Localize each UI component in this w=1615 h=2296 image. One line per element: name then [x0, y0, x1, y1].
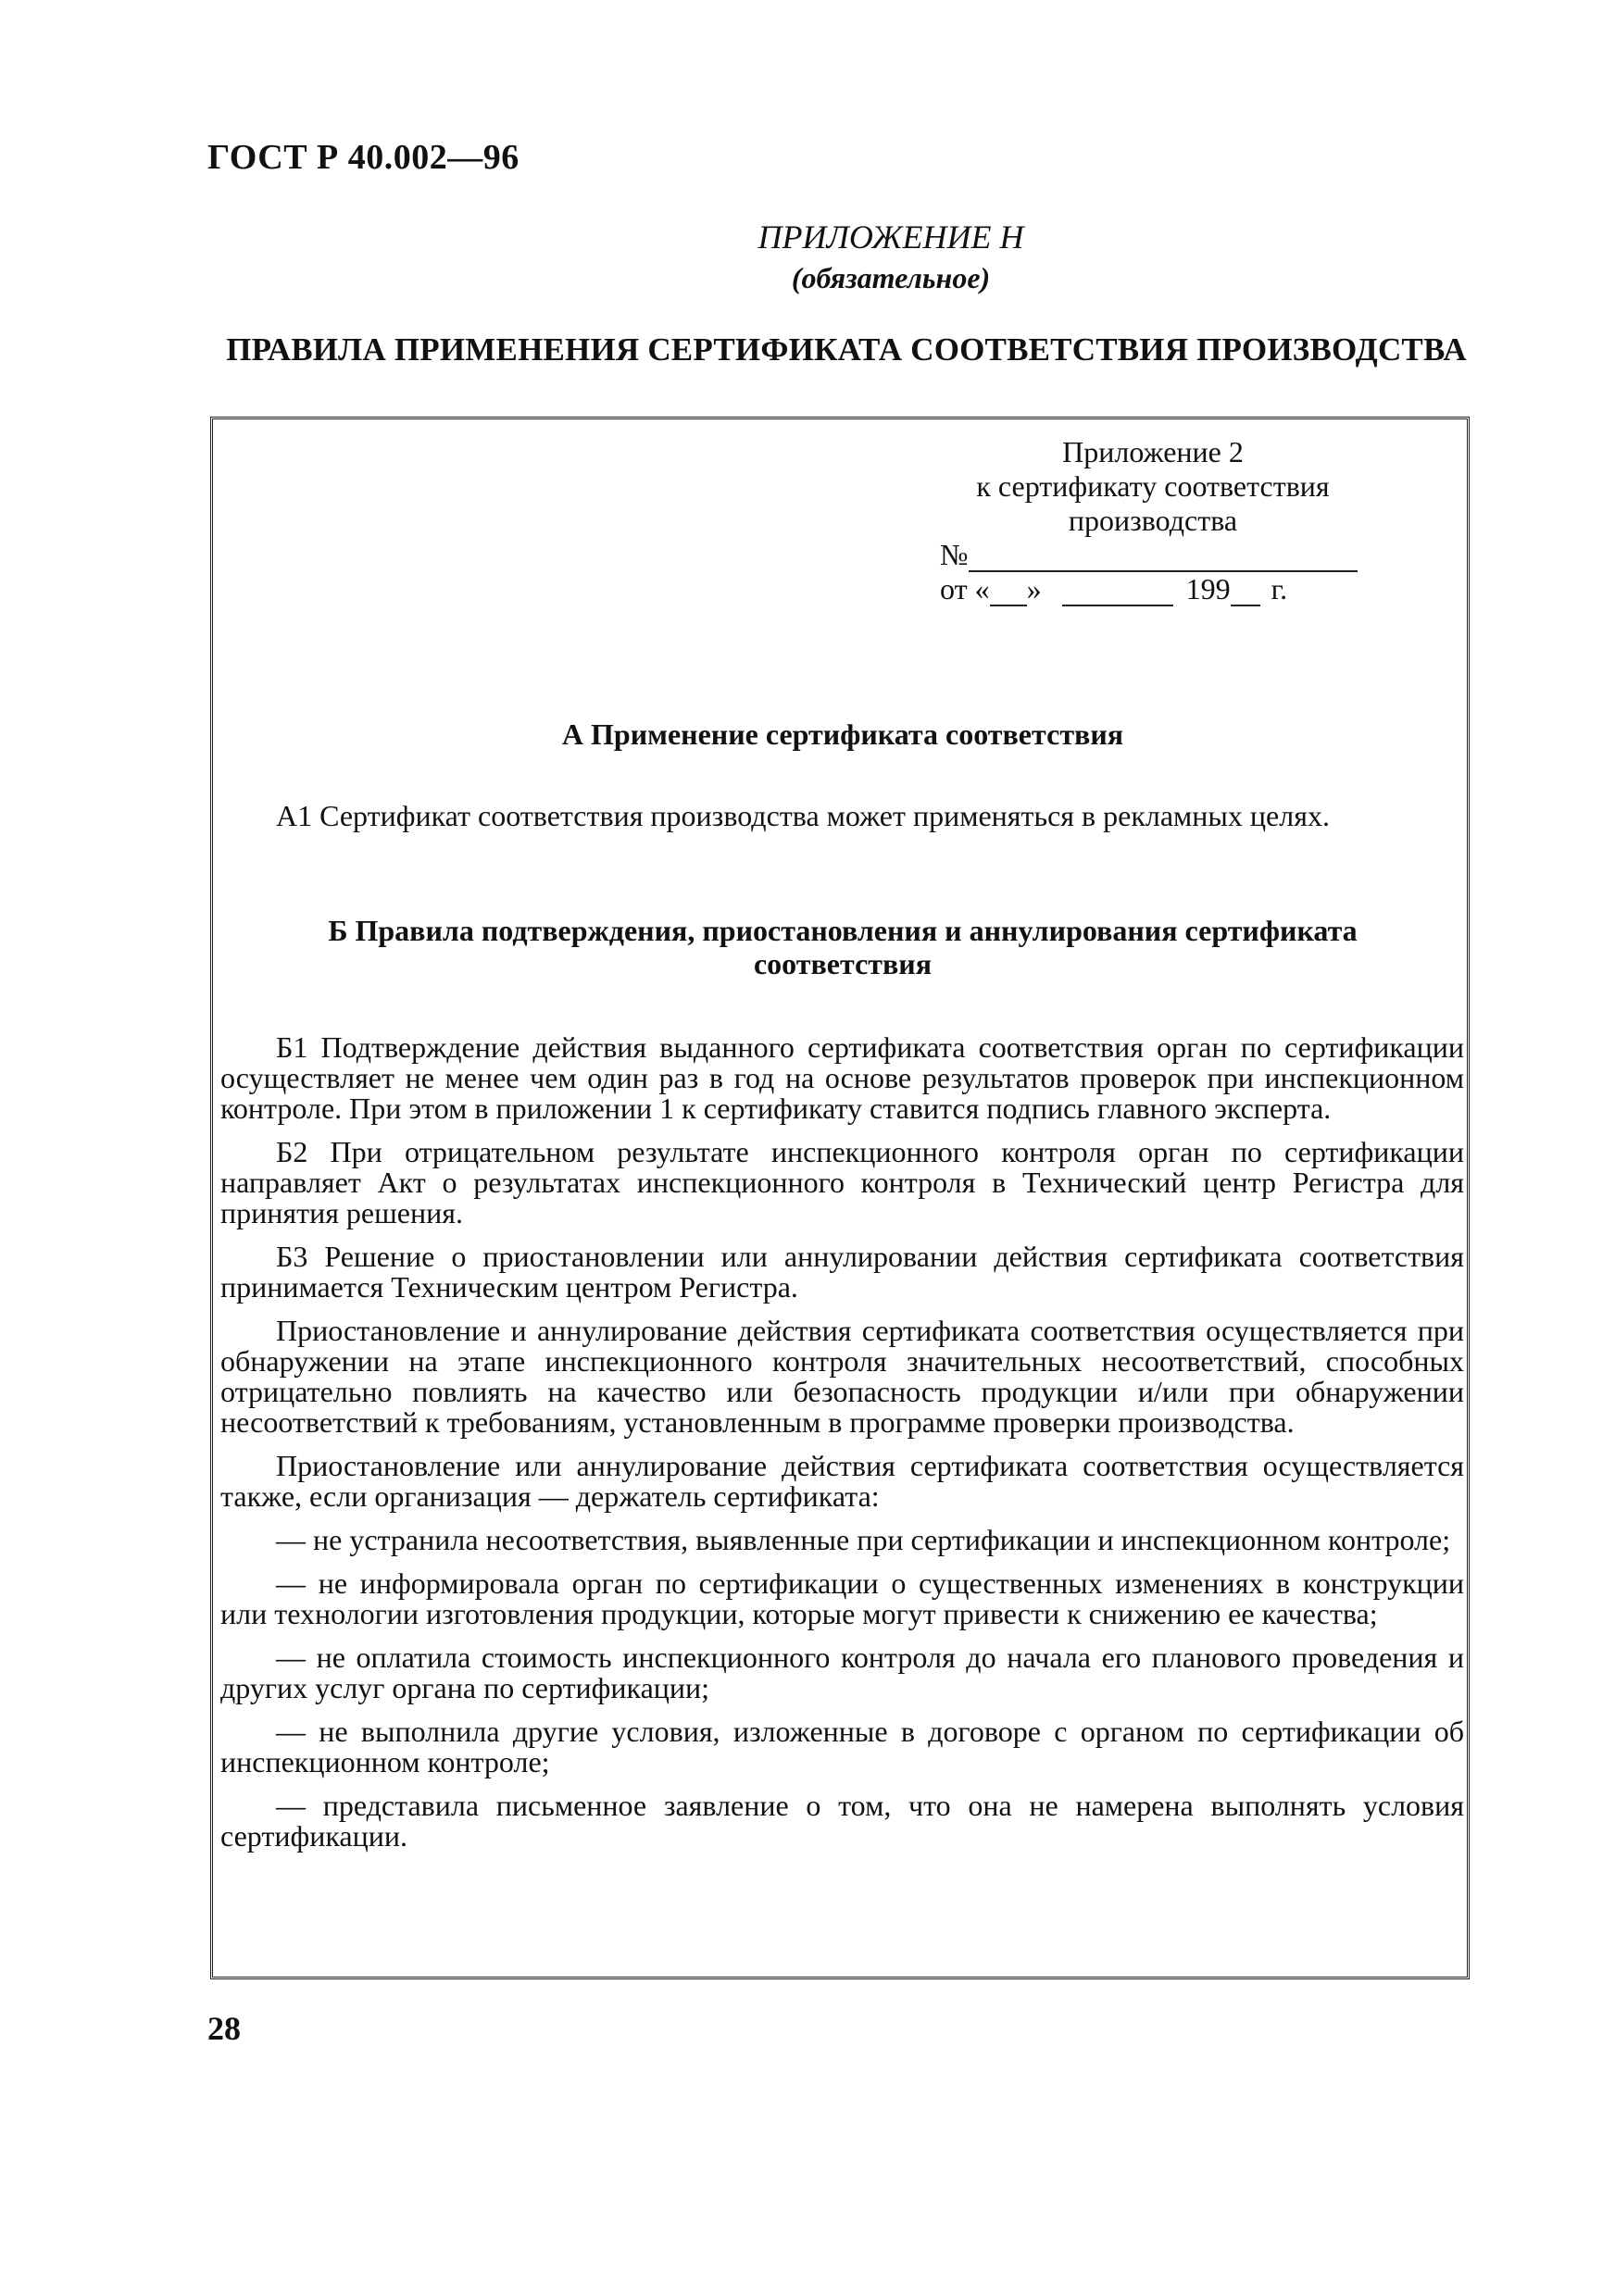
section-a-body: [220, 801, 1464, 844]
list-item: — не информировала орган по сертификации о существенных изменениях в конструкции или технологии изготовления продукции, которые могут привести к снижению ее качества;: [220, 1566, 1464, 1630]
document-code: ГОСТ Р 40.002—96: [207, 138, 520, 177]
month-blank: [1062, 579, 1173, 606]
number-blank: [969, 544, 1358, 572]
attachment-line-2: к сертификату соответствия: [976, 469, 1330, 503]
section-a-heading: А Применение сертификата соответствия: [561, 718, 1124, 751]
year-label: 199: [1185, 572, 1231, 605]
year-suffix: г.: [1271, 572, 1288, 605]
attachment-line-3: производства: [1068, 504, 1238, 537]
page-title: ПРАВИЛА ПРИМЕНЕНИЯ СЕРТИФИКАТА СООТВЕТСТВИЯ ПРОИЗВОДСТВА: [226, 331, 1467, 368]
paragraph-a1: А1 Сертификат соответствия производства может применяться в рекламных целях.: [276, 799, 1330, 832]
list-item: — не оплатила стоимость инспекционного контроля до начала его планового проведения и других услуг органа по сертификации;: [220, 1641, 1464, 1704]
date-prefix: от «: [940, 572, 990, 605]
year-blank: [1231, 579, 1260, 606]
paragraph-suspension-also: Приостановление или аннулирование действия сертификата соответствия осуществляется также, если организация — держатель сертификата:: [220, 1449, 1464, 1513]
date-line: [940, 572, 1366, 606]
paragraph-suspension-grounds: Приостановление и аннулирование действия сертификата соответствия осуществляется при обнаружении на этапе инспекционного контроля значительных несоответствий, способных отрицательно повлиять на качество или безопасность продукции и/или при обнаружении несоответствий к требованиям, установленным в программе проверки производства.: [220, 1314, 1464, 1439]
paragraph-b1: Б1 Подтверждение действия выданного сертификата соответствия орган по сертификации осуществляет не менее чем один раз в год на основе результатов проверок при инспекционном контроле. При этом в приложении 1 к сертификату ставится подпись главного эксперта.: [220, 1030, 1464, 1125]
annex-label: ПРИЛОЖЕНИЕ Н: [757, 218, 1024, 256]
day-blank: [990, 579, 1027, 606]
list-item: — не устранила несоответствия, выявленные при сертификации и инспекционном контроле;: [276, 1523, 1451, 1556]
page-number: 28: [207, 2010, 241, 2047]
date-mid: »: [1026, 572, 1042, 605]
paragraph-b2: Б2 При отрицательном результате инспекционного контроля орган по сертификации направляет Акт о результатах инспекционного контроля в Технический центр Регистра для принятия решения.: [220, 1135, 1464, 1229]
section-b-heading-line-2: соответствия: [753, 947, 933, 980]
section-b-body: [220, 1032, 1464, 1865]
paragraph-b3: Б3 Решение о приостановлении или аннулировании действия сертификата соответствия принимается Техническим центром Регистра.: [220, 1240, 1464, 1304]
certificate-number-line: [940, 538, 1366, 572]
list-item: — представила письменное заявление о том, что она не намерена выполнять условия сертификации.: [220, 1789, 1464, 1853]
attachment-line-1: Приложение 2: [1062, 435, 1244, 468]
attachment-block: [940, 435, 1366, 606]
section-b-heading: [241, 914, 1445, 980]
number-label: №: [940, 538, 969, 571]
list-item: — не выполнила другие условия, изложенные в договоре с органом по сертификации об инспекционном контроле;: [220, 1715, 1464, 1778]
section-b-heading-line-1: Б Правила подтверждения, приостановления и аннулирования сертификата: [328, 914, 1358, 947]
annex-note: (обязательное): [791, 261, 991, 294]
